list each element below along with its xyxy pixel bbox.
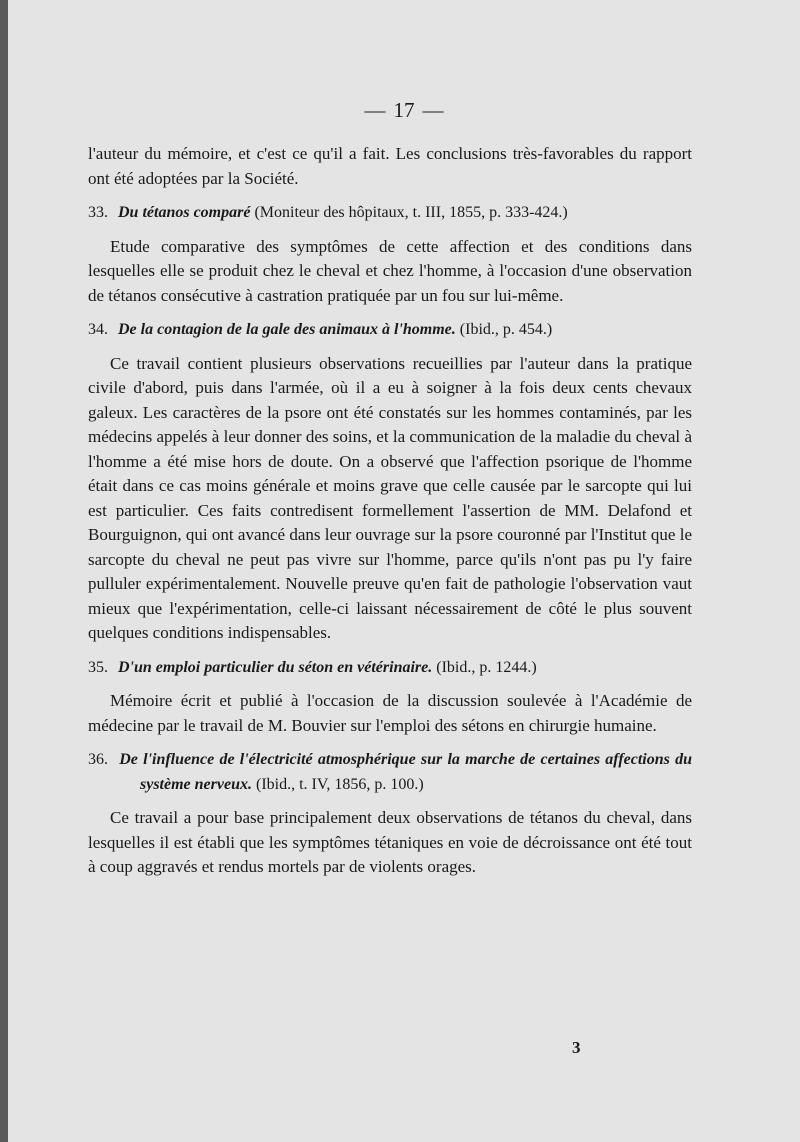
document-page <box>8 0 800 1142</box>
entry-36-title: De l'influence de l'électricité atmosphérique sur la marche de certaines affections du système nerveux. <box>119 751 692 793</box>
entry-34-heading <box>88 318 692 343</box>
entry-35-title: D'un emploi particulier du séton en vétérinaire. <box>118 658 433 676</box>
entry-36-number: 36. <box>88 751 108 768</box>
entry-36-reference: (Ibid., t. IV, 1856, p. 100.) <box>255 775 424 793</box>
entry-35-number: 35. <box>88 658 108 676</box>
entry-36-heading <box>88 748 692 797</box>
entry-34-number: 34. <box>88 321 108 338</box>
page-number-dash-right: — <box>422 98 444 122</box>
entry-35-heading <box>88 656 692 681</box>
entry-35-summary: Mémoire écrit et publié à l'occasion de la discussion soulevée à l'Académie de médecine par le travail de M. Bouvier sur l'emploi des sétons en chirurgie humaine. <box>88 691 692 735</box>
entry-34-summary: Ce travail contient plusieurs observations recueillies par l'auteur dans la pratique civile d'abord, puis dans l'armée, où il a eu à soigner à la fois deux cents chevaux galeux. Les caractères de la psore ont été constatés sur les hommes contaminés, par les médecins appelés à leur donner des soins, et la communication de la maladie du cheval à l'homme a été mise hors de doute. On a observé que l'affection psorique de l'homme était dans ce cas moins générale et moins grave que celle causée par le sarcopte qui lui est particulier. Ces faits contredisent formellement l'assertion de MM. Delafond et Bourguignon, qui ont avancé dans leur ouvrage sur la psore couronné par l'Institut que le sarcopte du cheval ne peut pas vivre sur l'homme, parce qu'ils n'ont pas pu l'y faire pulluler expérimentalement. Nouvelle preuve qu'en fait de pathologie l'observation vaut mieux que l'expérimentation, celle-ci laissant nécessairement de côté le plus souvent quelques conditions indispensables. <box>88 353 692 642</box>
entry-33-summary: Etude comparative des symptômes de cette affection et des conditions dans lesquelles elle se produit chez le cheval et chez l'homme, à l'occasion d'une observation de tétanos consécutive à castration pratiquée par un fou sur lui-même. <box>88 236 692 305</box>
entry-34-title: De la contagion de la gale des animaux à l'homme. <box>118 321 456 338</box>
entry-33-title: Du tétanos comparé <box>118 204 251 221</box>
entry-34-reference: (Ibid., p. 454.) <box>459 321 553 338</box>
signature-mark: 3 <box>572 1038 581 1057</box>
entry-33-reference: (Moniteur des hôpitaux, t. III, 1855, p. 333-424.) <box>254 204 568 221</box>
page-number <box>8 98 800 123</box>
page-number-value: 17 <box>393 98 415 122</box>
paragraph-intro: l'auteur du mémoire, et c'est ce qu'il a fait. Les conclusions très-favorables du rapport ont été adoptées par la Société. <box>88 144 692 188</box>
page-number-dash-left: — <box>364 98 386 122</box>
page-body <box>88 142 692 880</box>
entry-33-number: 33. <box>88 204 108 221</box>
entry-33-heading <box>88 201 692 226</box>
entry-36-summary: Ce travail a pour base principalement deux observations de tétanos du cheval, dans lesquelles il est établi que les symptômes tétaniques en voie de décroissance ont été tout à coup aggravés et rendus mortels par de violents orages. <box>88 808 692 876</box>
entry-35-reference: (Ibid., p. 1244.) <box>436 658 537 676</box>
